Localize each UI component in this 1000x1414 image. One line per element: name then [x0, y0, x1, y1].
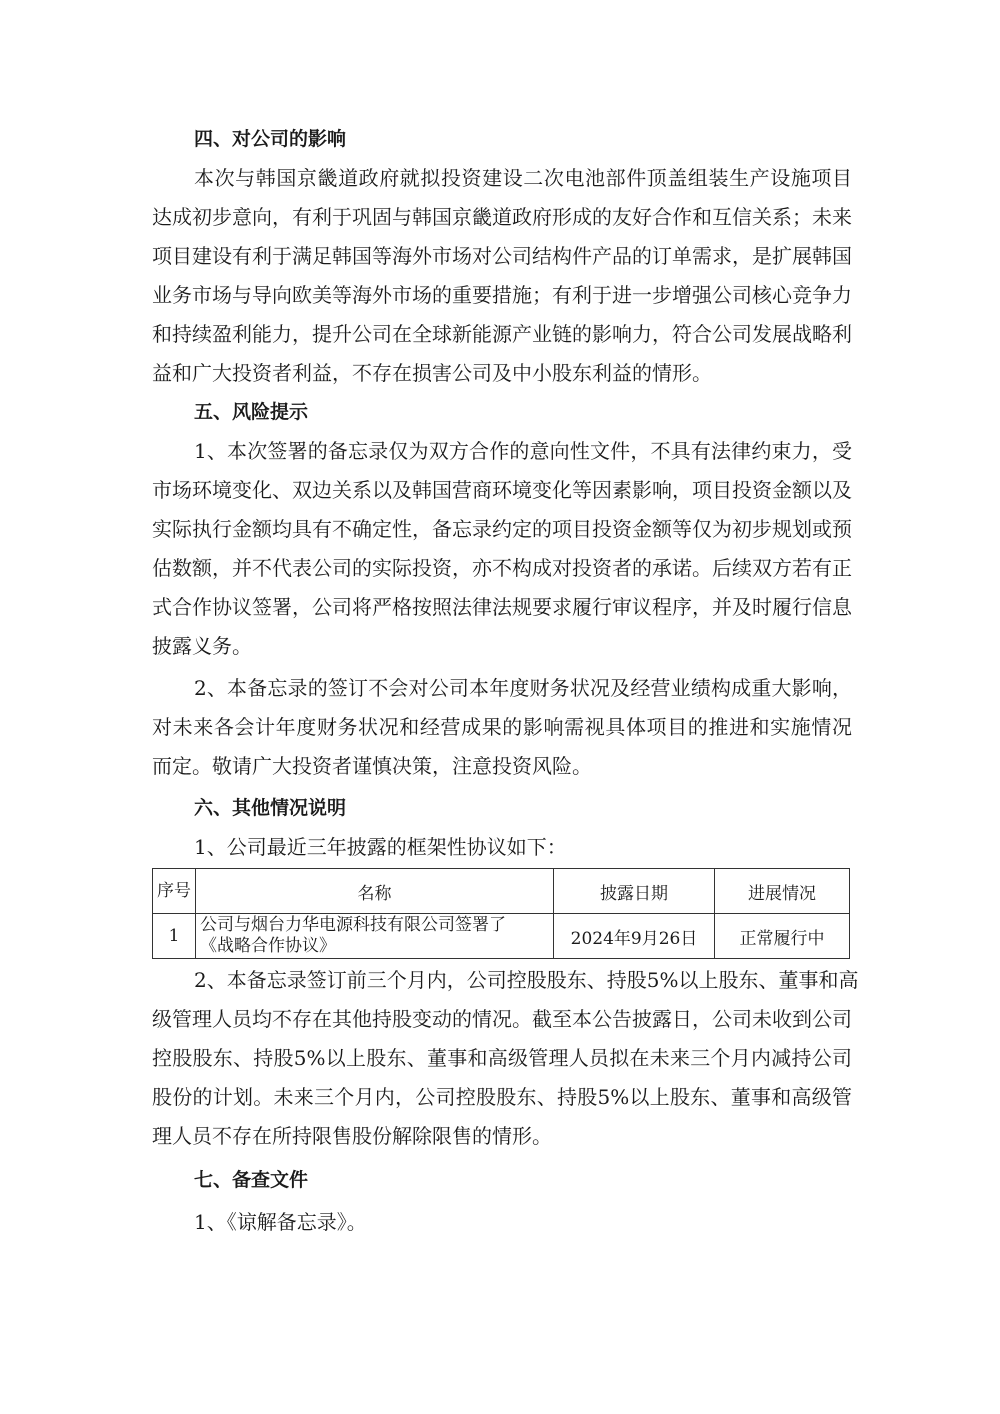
section-risk	[152, 393, 852, 786]
paragraph	[152, 961, 859, 1156]
text-line: 式合作协议签署，公司将严格按照法律法规要求履行审议程序，并及时履行信息	[152, 595, 852, 619]
table-header-row	[153, 869, 850, 914]
text-line: 实际执行金额均具有不确定性，备忘录约定的项目投资金额等仅为初步规划或预	[152, 517, 852, 541]
text-line: 2、本备忘录的签订不会对公司本年度财务状况及经营业绩构成重大影响，	[194, 676, 852, 700]
paragraph	[152, 159, 852, 393]
text-line: 控股股东、持股5%以上股东、董事和高级管理人员拟在未来三个月内减持公司	[152, 1046, 852, 1070]
text-line: 理人员不存在所持限售股份解除限售的情形。	[152, 1124, 552, 1148]
text-line: 市场环境变化、双边关系以及韩国营商环境变化等因素影响，项目投资金额以及	[152, 478, 852, 502]
cell-name-line: 《战略合作协议》	[200, 936, 336, 956]
text-line: 1、本次签署的备忘录仅为双方合作的意向性文件，不具有法律约束力，受	[194, 439, 852, 463]
header-date: 披露日期	[554, 869, 715, 914]
table-row	[153, 914, 850, 959]
text-line: 益和广大投资者利益，不存在损害公司及中小股东利益的情形。	[152, 361, 712, 385]
agreements-table	[152, 868, 850, 959]
section-heading: 七、备查文件	[194, 1169, 309, 1191]
cell-date: 2024年9月26日	[554, 914, 715, 959]
text-line: 估数额，并不代表公司的实际投资，亦不构成对投资者的承诺。后续双方若有正	[152, 556, 852, 580]
cell-name-line: 公司与烟台力华电源科技有限公司签署了	[200, 915, 506, 935]
text-line: 和持续盈利能力，提升公司在全球新能源产业链的影响力，符合公司发展战略利	[152, 322, 852, 346]
text-line: 披露义务。	[152, 634, 252, 658]
text-line: 项目建设有利于满足韩国等海外市场对公司结构件产品的订单需求，是扩展韩国	[152, 244, 852, 268]
section-heading: 四、对公司的影响	[194, 128, 347, 150]
text-line: 级管理人员均不存在其他持股变动的情况。截至本公告披露日，公司未收到公司	[152, 1007, 852, 1031]
cell-status: 正常履行中	[715, 914, 850, 959]
text-line: 股份的计划。未来三个月内，公司控股股东、持股5%以上股东、董事和高级管	[152, 1085, 852, 1109]
paragraph	[152, 432, 852, 666]
text-line: 业务市场与导向欧美等海外市场的重要措施；有利于进一步增强公司核心竞争力	[152, 283, 852, 307]
section-documents	[152, 1161, 852, 1242]
section-other	[152, 789, 852, 867]
table-intro: 1、公司最近三年披露的框架性协议如下：	[194, 835, 567, 859]
section-other-continued	[152, 961, 859, 1156]
section-impact	[152, 120, 852, 393]
cell-name	[196, 914, 554, 959]
text-line: 本次与韩国京畿道政府就拟投资建设二次电池部件顶盖组装生产设施项目	[194, 166, 852, 190]
header-seq: 序号	[153, 869, 196, 914]
text-line: 达成初步意向，有利于巩固与韩国京畿道政府形成的友好合作和互信关系；未来	[152, 205, 852, 229]
text-line: 2、本备忘录签订前三个月内，公司控股股东、持股5%以上股东、董事和高	[194, 968, 859, 992]
section-heading: 五、风险提示	[194, 401, 309, 423]
paragraph	[152, 669, 852, 786]
header-name: 名称	[196, 869, 554, 914]
text-line: 对未来各会计年度财务状况和经营成果的影响需视具体项目的推进和实施情况	[152, 715, 852, 739]
text-line: 1、《谅解备忘录》。	[194, 1210, 367, 1234]
cell-seq: 1	[153, 914, 196, 959]
header-status: 进展情况	[715, 869, 850, 914]
section-heading: 六、其他情况说明	[194, 797, 347, 819]
text-line: 而定。敬请广大投资者谨慎决策，注意投资风险。	[152, 754, 592, 778]
